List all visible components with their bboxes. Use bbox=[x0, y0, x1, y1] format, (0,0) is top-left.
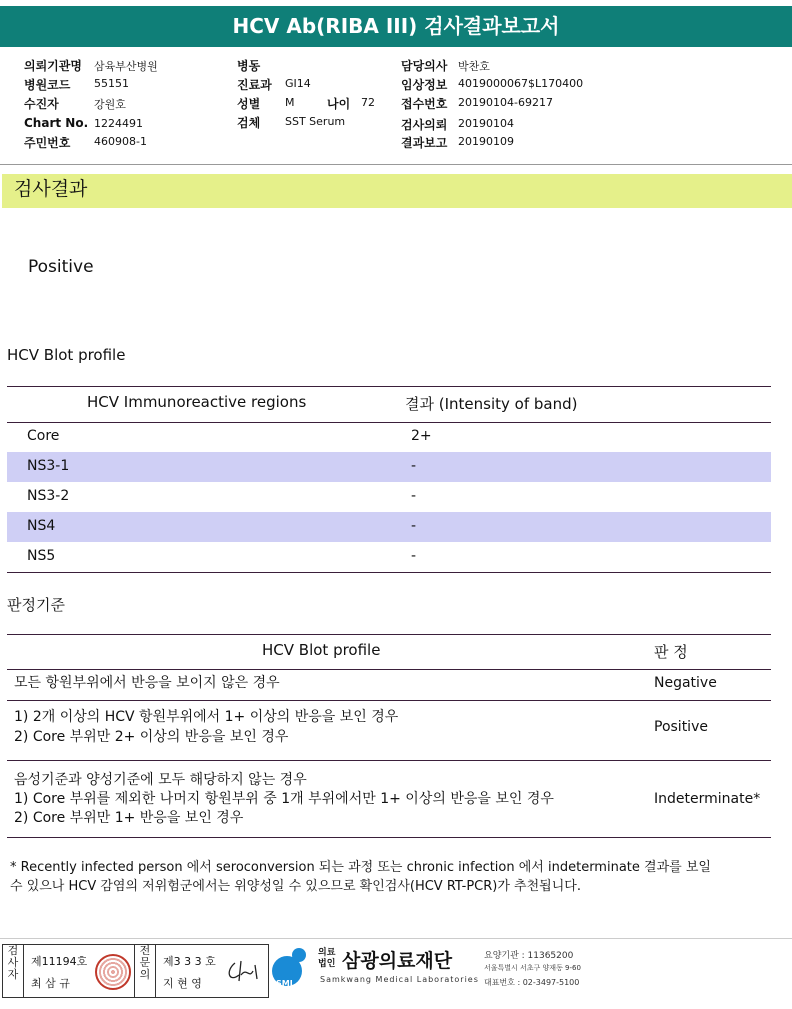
tester-label: 검사자 bbox=[3, 945, 24, 997]
org-info: 대표번호 : 02-3497-5100 bbox=[484, 978, 580, 987]
table-row bbox=[7, 452, 771, 482]
blot-profile-title: HCV Blot profile bbox=[7, 346, 126, 364]
label-accession-no: 접수번호 bbox=[401, 97, 448, 111]
criteria-text: 모든 항원부위에서 반응을 보이지 않은 경우 bbox=[14, 675, 280, 691]
region-cell: NS4 bbox=[27, 518, 56, 534]
label-resident-no: 주민번호 bbox=[24, 136, 71, 150]
label-ward: 병동 bbox=[237, 59, 261, 73]
value-specimen: SST Serum bbox=[285, 115, 346, 128]
report-title: HCV Ab(RIBA III) 검사결과보고서 bbox=[0, 6, 792, 47]
table-rule bbox=[7, 572, 771, 573]
value-clinical-info: 4019000067$L170400 bbox=[458, 77, 584, 90]
tester-license: 제11194호 bbox=[31, 955, 88, 968]
label-chart-no: Chart No. bbox=[24, 116, 89, 130]
header-regions: HCV Immunoreactive regions bbox=[87, 393, 307, 411]
value-chart-no: 1224491 bbox=[94, 117, 143, 130]
criteria-row bbox=[7, 771, 771, 831]
label-sex: 성별 bbox=[237, 97, 261, 111]
result-cell: - bbox=[411, 548, 417, 564]
criteria-result: Positive bbox=[654, 719, 708, 735]
region-cell: NS3-1 bbox=[27, 458, 70, 474]
region-cell: Core bbox=[27, 428, 60, 444]
criteria-text: 2) Core 부위만 1+ 반응을 보인 경우 bbox=[14, 810, 244, 826]
org-info: 요양기관 : 11365200 bbox=[484, 951, 574, 961]
region-cell: NS5 bbox=[27, 548, 56, 564]
specialist-license: 제3 3 3 호 bbox=[163, 955, 216, 968]
table-row bbox=[7, 512, 771, 542]
patient-info bbox=[0, 54, 792, 154]
org-info: 서울특별시 서초구 양재동 9-60 bbox=[484, 964, 581, 972]
table-rule bbox=[7, 700, 771, 701]
section-title: 검사결과 bbox=[2, 174, 792, 208]
header-profile: HCV Blot profile bbox=[262, 641, 381, 659]
seal-stamp-icon bbox=[95, 954, 131, 990]
criteria-result: Indeterminate* bbox=[654, 791, 761, 807]
criteria-text: 2) Core 부위만 2+ 이상의 반응을 보인 경우 bbox=[14, 729, 289, 745]
footnote-line: 수 있으나 HCV 감염의 저위험군에서는 위양성일 수 있으므로 확인검사(HCV RT-PCR)가 추천됩니다. bbox=[10, 879, 581, 894]
signature-box bbox=[2, 944, 269, 998]
label-clinical-info: 임상정보 bbox=[401, 78, 448, 92]
value-accession-no: 20190104-69217 bbox=[458, 96, 553, 109]
label-doctor: 담당의사 bbox=[401, 59, 448, 73]
value-request-date: 20190104 bbox=[458, 117, 514, 130]
value-department: GI14 bbox=[285, 77, 311, 90]
footer bbox=[0, 942, 792, 1000]
result-cell: - bbox=[411, 488, 417, 504]
table-rule bbox=[7, 760, 771, 761]
header-intensity: 결과 (Intensity of band) bbox=[405, 395, 578, 413]
value-institution: 삼육부산병원 bbox=[94, 60, 158, 73]
divider bbox=[0, 938, 792, 939]
label-department: 진료과 bbox=[237, 78, 272, 92]
result-cell: 2+ bbox=[411, 428, 432, 444]
org-english-name: Samkwang Medical Laboratories bbox=[320, 975, 479, 984]
result-cell: - bbox=[411, 518, 417, 534]
specialist-name: 지 현 영 bbox=[163, 977, 202, 990]
value-age: 72 bbox=[361, 96, 375, 109]
table-rule bbox=[7, 837, 771, 838]
label-patient: 수진자 bbox=[24, 97, 59, 111]
criteria-row bbox=[7, 708, 771, 750]
value-sex: M bbox=[285, 96, 295, 109]
table-row bbox=[7, 482, 771, 512]
footnote-line: * Recently infected person 에서 seroconversion 되는 과정 또는 chronic infection 에서 indeterminate 결과를 보일 bbox=[10, 860, 711, 875]
criteria-text: 음성기준과 양성기준에 모두 해당하지 않는 경우 bbox=[14, 772, 307, 788]
label-request-date: 검사의뢰 bbox=[401, 118, 448, 132]
value-report-date: 20190109 bbox=[458, 135, 514, 148]
region-cell: NS3-2 bbox=[27, 488, 70, 504]
label-hospital-code: 병원코드 bbox=[24, 78, 71, 92]
signature-icon bbox=[225, 957, 261, 985]
label-age: 나이 bbox=[327, 97, 351, 111]
value-hospital-code: 55151 bbox=[94, 77, 129, 90]
criteria-text: 1) 2개 이상의 HCV 항원부위에서 1+ 이상의 반응을 보인 경우 bbox=[14, 709, 399, 725]
footnote bbox=[10, 858, 770, 896]
table-rule bbox=[7, 634, 771, 635]
test-result: Positive bbox=[28, 257, 94, 277]
table-row bbox=[7, 422, 771, 452]
criteria-result: Negative bbox=[654, 675, 717, 691]
table-row bbox=[7, 542, 771, 572]
specialist-label: 전문의 bbox=[134, 945, 156, 997]
logo-text: SML bbox=[276, 979, 295, 988]
sml-logo-icon bbox=[292, 948, 306, 962]
header-judgement: 판 정 bbox=[654, 643, 688, 661]
divider bbox=[0, 164, 792, 165]
criteria-text: 1) Core 부위를 제외한 나머지 항원부위 중 1개 부위에서만 1+ 이상의 반응을 보인 경우 bbox=[14, 791, 554, 807]
value-resident-no: 460908-1 bbox=[94, 135, 147, 148]
org-name: 삼광의료재단 bbox=[342, 950, 453, 972]
value-patient: 강원호 bbox=[94, 98, 126, 111]
table-rule bbox=[7, 386, 771, 387]
label-report-date: 결과보고 bbox=[401, 136, 448, 150]
tester-name: 최 삼 규 bbox=[31, 977, 70, 990]
label-specimen: 검체 bbox=[237, 116, 261, 130]
org-type: 의료법인 bbox=[318, 948, 336, 969]
criteria-row bbox=[7, 674, 771, 696]
label-institution: 의뢰기관명 bbox=[24, 59, 82, 73]
criteria-title: 판정기준 bbox=[7, 596, 65, 614]
table-rule bbox=[7, 669, 771, 670]
value-doctor: 박찬호 bbox=[458, 60, 490, 73]
result-cell: - bbox=[411, 458, 417, 474]
